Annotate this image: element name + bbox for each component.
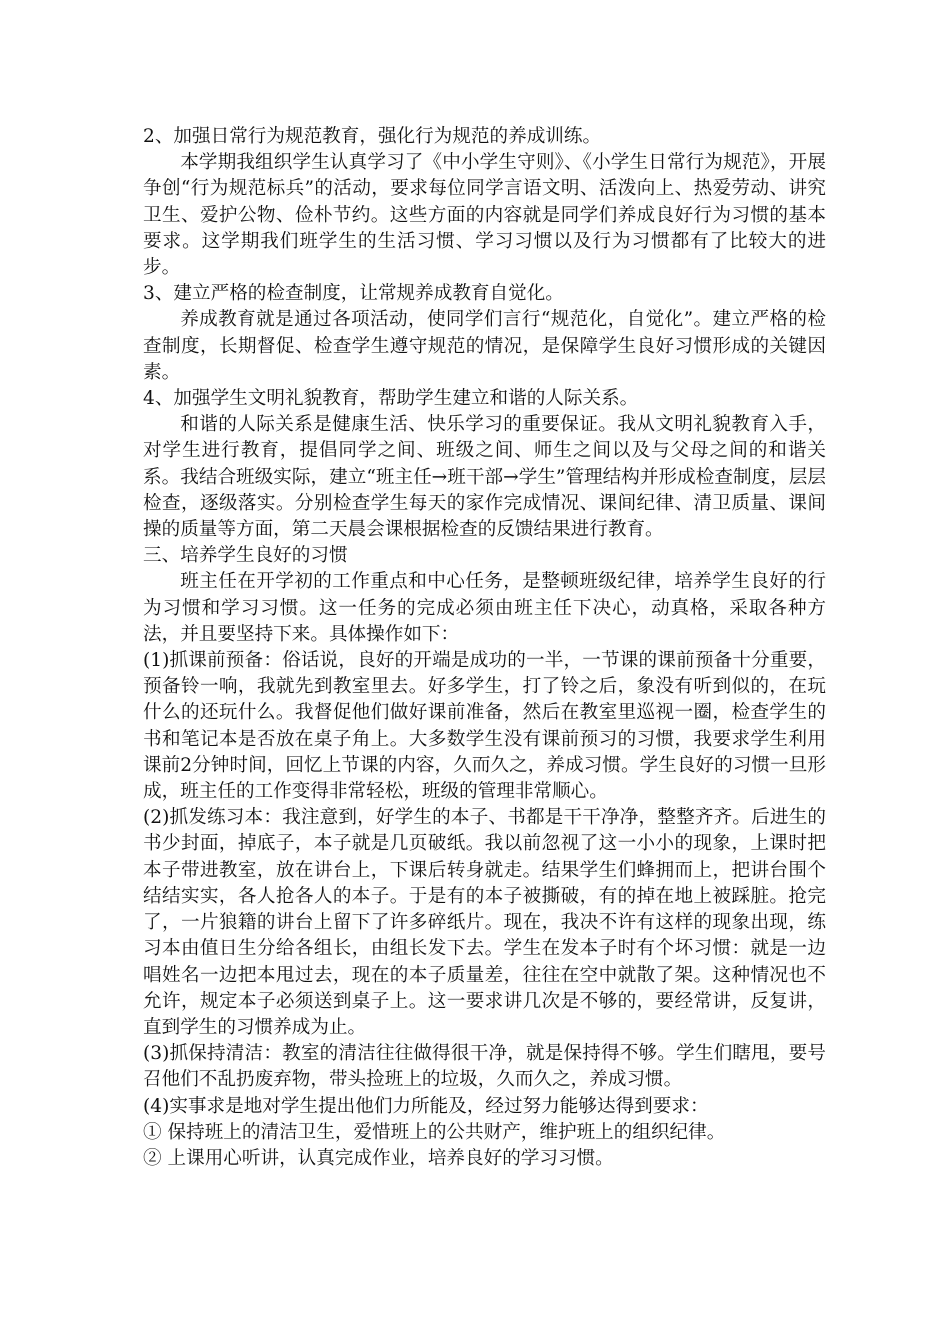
paragraph: 班主任在开学初的工作重点和中心任务，是整顿班级纪律，培养学生良好的行为习惯和学习习惯。这一任务的完成必须由班主任下决心，动真格，采取各种方法，并且要坚持下来。具体操作如下： <box>143 571 826 645</box>
numbered-requirement: ② 上课用心听讲，认真完成作业，培养良好的学习习惯。 <box>143 1147 614 1169</box>
numbered-requirement: ① 保持班上的清洁卫生，爱惜班上的公共财产，维护班上的组织纪律。 <box>143 1121 726 1143</box>
section-heading: 3、建立严格的检查制度，让常规养成教育自觉化。 <box>143 283 564 305</box>
list-item-paragraph: (3)抓保持清洁：教室的清洁往往做得很干净，就是保持得不够。学生们瞎甩，要号召他们不乱扔废弃物，带头捡班上的垃圾，久而久之，养成习惯。 <box>143 1043 826 1091</box>
paragraph: 和谐的人际关系是健康生活、快乐学习的重要保证。我从文明礼貌教育入手，对学生进行教育，提倡同学之间、班级之间、师生之间以及与父母之间的和谐关系。我结合班级实际，建立“班主任→班干部→学生”管理结构并形成检查制度，层层检查，逐级落实。分别检查学生每天的家作完成情况、课间纪律、清卫质量、课间操的质量等方面，第二天晨会课根据检查的反馈结果进行教育。 <box>143 414 826 541</box>
list-item-paragraph: (4)实事求是地对学生提出他们力所能及，经过努力能够达得到要求： <box>143 1095 709 1117</box>
paragraph: 养成教育就是通过各项活动，使同学们言行“规范化，自觉化”。建立严格的检查制度，长期督促、检查学生遵守规范的情况，是保障学生良好习惯形成的关键因素。 <box>143 309 826 383</box>
list-item-paragraph: (1)抓课前预备：俗话说，良好的开端是成功的一半，一节课的课前预备十分重要，预备铃一响，我就先到教室里去。好多学生，打了铃之后，象没有听到似的，在玩什么的还玩什么。我督促他们做好课前准备，然后在教室里巡视一圈，检查学生的书和笔记本是否放在桌子角上。大多数学生没有课前预习的习惯，我要求学生利用课前2分钟时间，回忆上节课的内容，久而久之，养成习惯。学生良好的习惯一旦形成，班主任的工作变得非常轻松，班级的管理非常顺心。 <box>143 650 826 803</box>
section-heading: 2、加强日常行为规范教育，强化行为规范的养成训练。 <box>143 126 602 147</box>
section-heading: 4、加强学生文明礼貌教育，帮助学生建立和谐的人际关系。 <box>143 388 639 410</box>
document-body <box>143 124 826 1172</box>
paragraph: 本学期我组织学生认真学习了《中小学生守则》、《小学生日常行为规范》，开展争创“行为规范标兵”的活动，要求每位同学言语文明、活泼向上、热爱劳动、讲究卫生、爱护公物、俭朴节约。这些方面的内容就是同学们养成良好行为习惯的基本要求。这学期我们班学生的生活习惯、学习习惯以及行为习惯都有了比较大的进步。 <box>143 152 826 279</box>
list-item-paragraph: (2)抓发练习本：我注意到，好学生的本子、书都是干干净净，整整齐齐。后进生的书少封面，掉底子，本子就是几页破纸。我以前忽视了这一小小的现象，上课时把本子带进教室，放在讲台上，下课后转身就走。结果学生们蜂拥而上，把讲台围个结结实实，各人抢各人的本子。于是有的本子被撕破，有的掉在地上被踩脏。抢完了，一片狼籍的讲台上留下了许多碎纸片。现在，我决不许有这样的现象出现，练习本由值日生分给各组长，由组长发下去。学生在发本子时有个坏习惯：就是一边唱姓名一边把本甩过去，现在的本子质量差，往往在空中就散了架。这种情况也不允许，规定本子必须送到桌子上。这一要求讲几次是不够的，要经常讲，反复讲，直到学生的习惯养成为止。 <box>143 807 826 1038</box>
chapter-heading: 三、培养学生良好的习惯 <box>143 545 348 567</box>
